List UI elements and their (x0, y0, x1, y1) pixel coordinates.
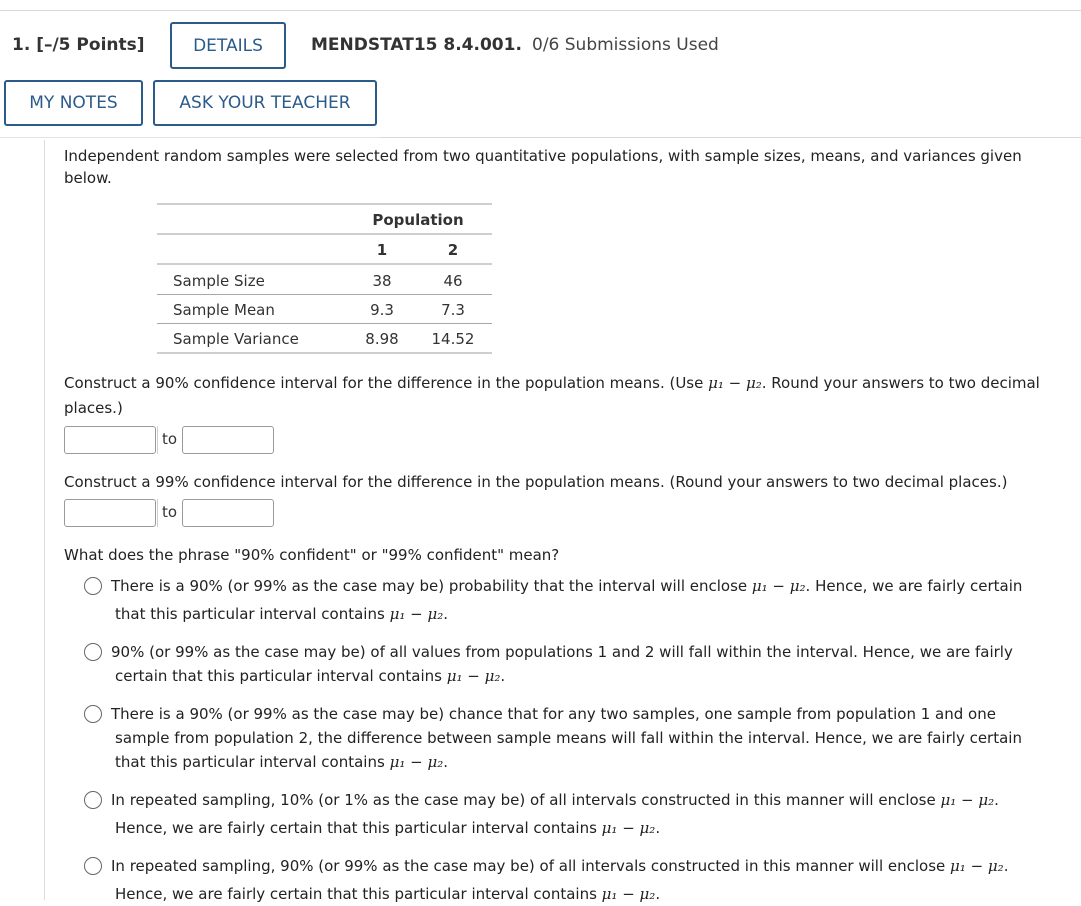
option-text: sample from population 2, the difference between sample means will fall within the interval. Hence, we are fairly certain (115, 729, 1022, 747)
option-5-text: In repeated sampling, 90% (or 99% as the case may be) of all intervals constructed in this manner will enclose μ₁ − μ₂. Hence, we are fairly certain that this particular interval contains μ₁ − μ₂. (111, 857, 1009, 903)
table-rule-top (157, 203, 492, 205)
option-4-text: In repeated sampling, 10% (or 1% as the case may be) of all intervals constructed in this manner will enclose μ₁ − μ₂. Hence, we are fairly certain that this particular interval contains μ₁ − μ₂. (111, 791, 999, 837)
ci90-upper-input[interactable] (182, 426, 274, 454)
table-cell: 46 (443, 272, 463, 290)
content-left-rule (44, 140, 45, 900)
to-label: to (157, 499, 177, 527)
option-4-radio[interactable] (84, 791, 102, 809)
mu-difference: μ₁ − μ₂ (389, 605, 444, 623)
my-notes-button[interactable]: MY NOTES (4, 80, 143, 126)
ci99-lower-input[interactable] (64, 499, 156, 527)
mu-difference: μ₁ − μ₂ (601, 885, 656, 903)
to-label: to (157, 426, 177, 454)
intro-line-2: below. (64, 169, 112, 187)
option-1-radio[interactable] (84, 577, 102, 595)
ci99-upper-input[interactable] (182, 499, 274, 527)
option-2-radio[interactable] (84, 643, 102, 661)
details-button[interactable]: DETAILS (170, 22, 286, 69)
option-2-text: 90% (or 99% as the case may be) of all values from populations 1 and 2 will fall within the interval. Hence, we are fairly certain that this particular interval contains μ₁ − μ₂. (111, 643, 1013, 685)
part1-text-b: . Round your answers to two decimal (761, 374, 1040, 392)
mu-difference: μ₁ − μ₂ (601, 819, 656, 837)
table-cell: 8.98 (365, 330, 399, 348)
table-group-header: Population (372, 211, 464, 229)
table-col-2-header: 2 (447, 241, 459, 259)
mu-difference: μ₁ − μ₂ (708, 374, 762, 392)
option-3-text: There is a 90% (or 99% as the case may be) chance that for any two samples, one sample from population 1 and one sample from population 2, the difference between sample means will fall within the interval. Hence, we are fairly certain that this particular interval contains μ₁ − μ₂. (111, 705, 1022, 771)
table-cell: 7.3 (441, 301, 465, 319)
option-text: . Hence, we are fairly certain (805, 577, 1023, 595)
part1-prompt (64, 372, 1081, 394)
table-cell: 9.3 (370, 301, 394, 319)
mu-difference: μ₁ − μ₂ (389, 753, 444, 771)
option-text: There is a 90% (or 99% as the case may be) chance that for any two samples, one sample from population 1 and one (111, 705, 996, 723)
header-divider (380, 137, 1081, 138)
option-text: that this particular interval contains (115, 605, 390, 623)
ci90-lower-input[interactable] (64, 426, 156, 454)
table-row-label: Sample Size (173, 272, 265, 290)
part1-prompt-line2: places.) (64, 399, 123, 417)
table-cell: 14.52 (431, 330, 475, 348)
part2-prompt: Construct a 99% confidence interval for the difference in the population means. (Round your answers to two decimal places.) (64, 473, 1008, 491)
option-text: In repeated sampling, 90% (or 99% as the case may be) of all intervals constructed in this manner will enclose (111, 857, 951, 875)
table-row-rule (157, 294, 492, 295)
option-text: Hence, we are fairly certain that this particular interval contains (115, 819, 602, 837)
table-row-rule (157, 323, 492, 324)
part1-text-a: Construct a 90% confidence interval for the difference in the population means. (Use (64, 374, 709, 392)
intro-line-1: Independent random samples were selected from two quantitative populations, with sample sizes, means, and variances given (64, 147, 1022, 165)
submissions-used: 0/6 Submissions Used (532, 35, 719, 55)
table-rule-group (157, 233, 492, 235)
mu-difference: μ₁ − μ₂ (446, 667, 501, 685)
mu-difference: μ₁ − μ₂ (950, 857, 1004, 875)
ask-teacher-button[interactable]: ASK YOUR TEACHER (153, 80, 377, 126)
top-divider (0, 10, 1081, 11)
option-1-text: There is a 90% (or 99% as the case may be) probability that the interval will enclose μ₁ − μ₂. Hence, we are fairly certain that this particular interval contains μ₁ − μ₂. (111, 577, 1023, 623)
header-divider-left (0, 137, 380, 138)
table-cell: 38 (372, 272, 392, 290)
table-row-label: Sample Variance (173, 330, 299, 348)
mu-difference: μ₁ − μ₂ (751, 577, 806, 595)
option-text: Hence, we are fairly certain that this particular interval contains (115, 885, 602, 903)
option-3-radio[interactable] (84, 705, 102, 723)
question-points: 1. [–/5 Points] (12, 35, 145, 55)
part3-question: What does the phrase "90% confident" or "99% confident" mean? (64, 546, 560, 564)
table-rule-bottom (157, 352, 492, 354)
table-rule-header (157, 263, 492, 265)
table-col-1-header: 1 (376, 241, 388, 259)
option-5-radio[interactable] (84, 857, 102, 875)
question-code: MENDSTAT15 8.4.001. (311, 35, 522, 55)
option-text: certain that this particular interval contains (115, 667, 447, 685)
option-text: 90% (or 99% as the case may be) of all values from populations 1 and 2 will fall within the interval. Hence, we are fairly (111, 643, 1013, 661)
option-text: that this particular interval contains (115, 753, 390, 771)
option-text: There is a 90% (or 99% as the case may be) probability that the interval will enclose (111, 577, 752, 595)
table-row-label: Sample Mean (173, 301, 275, 319)
option-text: In repeated sampling, 10% (or 1% as the case may be) of all intervals constructed in this manner will enclose (111, 791, 941, 809)
mu-difference: μ₁ − μ₂ (940, 791, 995, 809)
